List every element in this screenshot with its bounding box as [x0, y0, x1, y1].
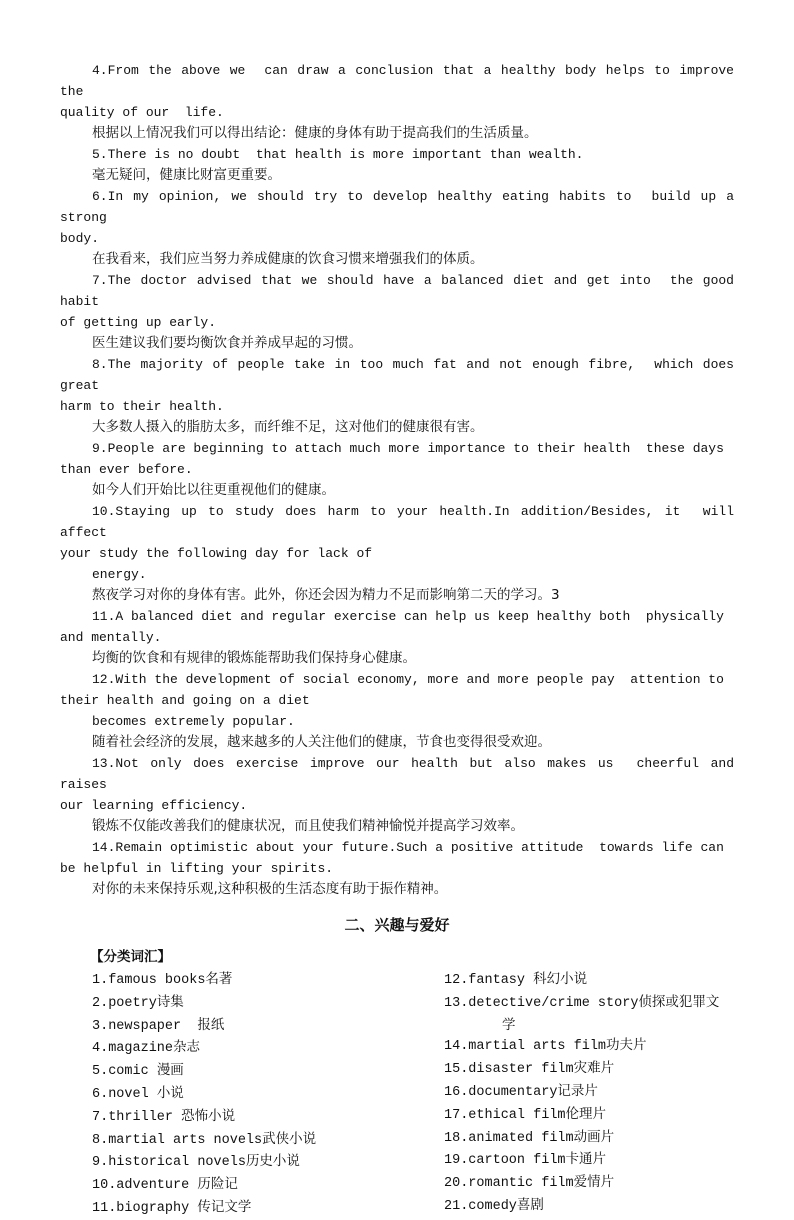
- sentence-english: [60, 753, 742, 816]
- sentence-chinese: 均衡的饮食和有规律的锻炼能帮助我们保持身心健康。: [92, 650, 416, 666]
- sentence-line: harm to their health.: [60, 399, 224, 414]
- vocab-item: [444, 969, 766, 992]
- vocab-english: 16.documentary: [444, 1084, 558, 1100]
- sentence-line: 10.Staying up to study does harm to your health.In addition/Besides, it will affect: [60, 504, 742, 540]
- sentence-english: [60, 501, 742, 585]
- sentence-list: [60, 60, 742, 900]
- vocab-chinese: 侦探或犯罪文: [638, 993, 720, 1010]
- sentence-line: 6.In my opinion, we should try to develop healthy eating habits to build up a strong: [60, 189, 742, 225]
- vocab-english: 15.disaster film: [444, 1062, 574, 1078]
- vocab-item: [92, 1151, 444, 1174]
- sentence-line: their health and going on a diet: [60, 693, 310, 708]
- sentence-line: body.: [60, 231, 100, 246]
- vocab-chinese: 报纸: [197, 1016, 225, 1033]
- sentence-line: and mentally.: [60, 630, 162, 645]
- vocab-item: [444, 1104, 766, 1127]
- vocab-english: 9.historical novels: [92, 1155, 246, 1171]
- sentence-line: 5.There is no doubt that health is more important than wealth.: [92, 147, 584, 162]
- sentence-english: [60, 837, 734, 879]
- sentence-chinese: 随着社会经济的发展，越来越多的人关注他们的健康，节食也变得很受欢迎。: [92, 734, 551, 750]
- vocab-chinese: 科幻小说: [533, 971, 588, 987]
- vocab-chinese: 诗集: [156, 993, 184, 1010]
- vocab-heading: 【分类词汇】: [90, 949, 171, 965]
- sentence-line: 11.A balanced diet and regular exercise can help us keep healthy both physically: [92, 609, 724, 624]
- sentence-chinese: 毫无疑问，健康比财富更重要。: [92, 167, 281, 183]
- vocab-chinese: 卡通片: [565, 1151, 607, 1168]
- vocab-item: [444, 1195, 766, 1218]
- vocab-english: 6.novel: [92, 1086, 157, 1102]
- sentence-english: [60, 270, 742, 333]
- sentence-chinese: 对你的未来保持乐观,这种积极的生活态度有助于振作精神。: [92, 881, 448, 897]
- sentence-chinese: 熬夜学习对你的身体有害。此外，你还会因为精力不足而影响第二天的学习。3: [92, 587, 560, 603]
- vocab-item: [92, 1015, 516, 1038]
- vocab-english: 12.fantasy: [444, 973, 534, 988]
- sentence-line: 9.People are beginning to attach much more importance to their health these days: [92, 441, 724, 456]
- sentence-chinese: 根据以上情况我们可以得出结论：健康的身体有助于提高我们的生活质量。: [92, 125, 538, 141]
- sentence-line: 4.From the above we can draw a conclusion that a healthy body helps to improve the: [60, 63, 742, 99]
- sentence-line: your study the following day for lack of: [60, 546, 373, 561]
- vocab-item: [92, 969, 444, 992]
- vocab-chinese: 爱情片: [573, 1174, 615, 1191]
- vocab-chinese: 动画片: [573, 1128, 615, 1145]
- vocab-english: 2.poetry: [92, 995, 157, 1011]
- vocab-item: [92, 1129, 444, 1152]
- vocab-chinese: 记录片: [557, 1082, 598, 1099]
- sentence-line: energy.: [92, 567, 147, 582]
- sentence-chinese: 医生建议我们要均衡饮食并养成早起的习惯。: [92, 335, 362, 351]
- vocab-chinese: 伦理片: [565, 1105, 607, 1122]
- vocab-chinese: 名著: [205, 971, 233, 987]
- vocab-item: [92, 1060, 444, 1083]
- sentence-english: [60, 60, 742, 123]
- vocab-english: 18.animated film: [444, 1130, 574, 1146]
- sentence-line: becomes extremely popular.: [92, 714, 295, 729]
- vocab-chinese: 漫画: [156, 1062, 184, 1079]
- vocab-chinese: 喜剧: [516, 1196, 544, 1213]
- sentence-english: [60, 669, 734, 732]
- vocab-chinese: 小说: [156, 1084, 184, 1101]
- vocab-english: 4.magazine: [92, 1041, 174, 1057]
- sentence-english: [60, 438, 734, 480]
- vocab-item: [444, 1127, 766, 1150]
- vocab-english: 14.martial arts film: [444, 1039, 607, 1055]
- vocab-item: [444, 1149, 766, 1172]
- vocab-english: 20.romantic film: [444, 1176, 574, 1192]
- vocab-chinese: 杂志: [173, 1039, 201, 1056]
- vocab-item: [92, 1037, 444, 1060]
- vocab-item: [92, 1174, 444, 1197]
- vocab-chinese: 历险记: [197, 1176, 238, 1193]
- vocab-english: 13.detective/crime story: [444, 995, 639, 1011]
- vocab-column-right: [444, 969, 766, 1220]
- sentence-line: our learning efficiency.: [60, 798, 248, 813]
- sentence-line: 13.Not only does exercise improve our health but also makes us cheerful and raises: [60, 756, 742, 792]
- sentence-english: [60, 606, 734, 648]
- sentence-line: 12.With the development of social economy, more and more people pay attention to: [92, 672, 724, 687]
- document-page: [60, 60, 742, 1220]
- vocab-chinese: 传记文学: [197, 1198, 252, 1215]
- wrapped-character: 学: [502, 1016, 516, 1033]
- sentence-line: 7.The doctor advised that we should have a balanced diet and get into the good habit: [60, 273, 742, 309]
- sentence-line: 8.The majority of people take in too much fat and not enough fibre, which does great: [60, 357, 742, 393]
- sentence-line: 14.Remain optimistic about your future.Such a positive attitude towards life can: [92, 840, 724, 855]
- sentence-chinese: 锻炼不仅能改善我们的健康状况，而且使我们精神愉悦并提高学习效率。: [92, 818, 524, 834]
- vocab-english: 8.martial arts novels: [92, 1132, 263, 1148]
- sentence-english: [60, 354, 742, 417]
- vocab-english: 1.famous books: [92, 973, 206, 988]
- sentence-english: [60, 144, 734, 165]
- vocab-item: [92, 1106, 444, 1129]
- section-title: 二、兴趣与爱好: [344, 916, 450, 934]
- vocab-english: 11.biography: [92, 1200, 198, 1216]
- vocab-table: [60, 969, 734, 1220]
- vocab-english: 3.newspaper: [92, 1018, 198, 1034]
- vocab-english: 7.thriller: [92, 1109, 182, 1125]
- vocab-item: [92, 992, 444, 1015]
- vocab-chinese: 灾难片: [573, 1060, 615, 1077]
- vocab-chinese: 历史小说: [245, 1153, 300, 1170]
- vocab-english: 10.adventure: [92, 1178, 198, 1194]
- sentence-line: than ever before.: [60, 462, 193, 477]
- vocab-item: [444, 1035, 766, 1058]
- vocab-chinese: 功夫片: [606, 1037, 647, 1054]
- sentence-chinese: 如今人们开始比以往更重视他们的健康。: [92, 482, 335, 498]
- sentence-chinese: 在我看来，我们应当努力养成健康的饮食习惯来增强我们的体质。: [92, 251, 484, 267]
- vocab-english: 21.comedy: [444, 1198, 517, 1214]
- vocab-item: [92, 1083, 444, 1106]
- vocab-item: [444, 1081, 766, 1104]
- vocab-item: [444, 1015, 766, 1036]
- vocab-item: [444, 1172, 766, 1195]
- vocab-english: 19.cartoon film: [444, 1153, 566, 1169]
- sentence-line: be helpful in lifting your spirits.: [60, 861, 334, 876]
- vocab-english: 5.comic: [92, 1064, 157, 1080]
- vocab-item: [444, 1058, 766, 1081]
- vocab-english: 17.ethical film: [444, 1107, 566, 1123]
- vocab-chinese: 恐怖小说: [181, 1107, 236, 1124]
- sentence-line: of getting up early.: [60, 315, 217, 330]
- sentence-line: quality of our life.: [60, 105, 224, 120]
- vocab-chinese: 武侠小说: [262, 1130, 317, 1147]
- vocab-item: [444, 992, 766, 1015]
- sentence-chinese: 大多数人摄入的脂肪太多，而纤维不足，这对他们的健康很有害。: [92, 419, 484, 435]
- vocab-item: [92, 1197, 444, 1220]
- sentence-english: [60, 186, 742, 249]
